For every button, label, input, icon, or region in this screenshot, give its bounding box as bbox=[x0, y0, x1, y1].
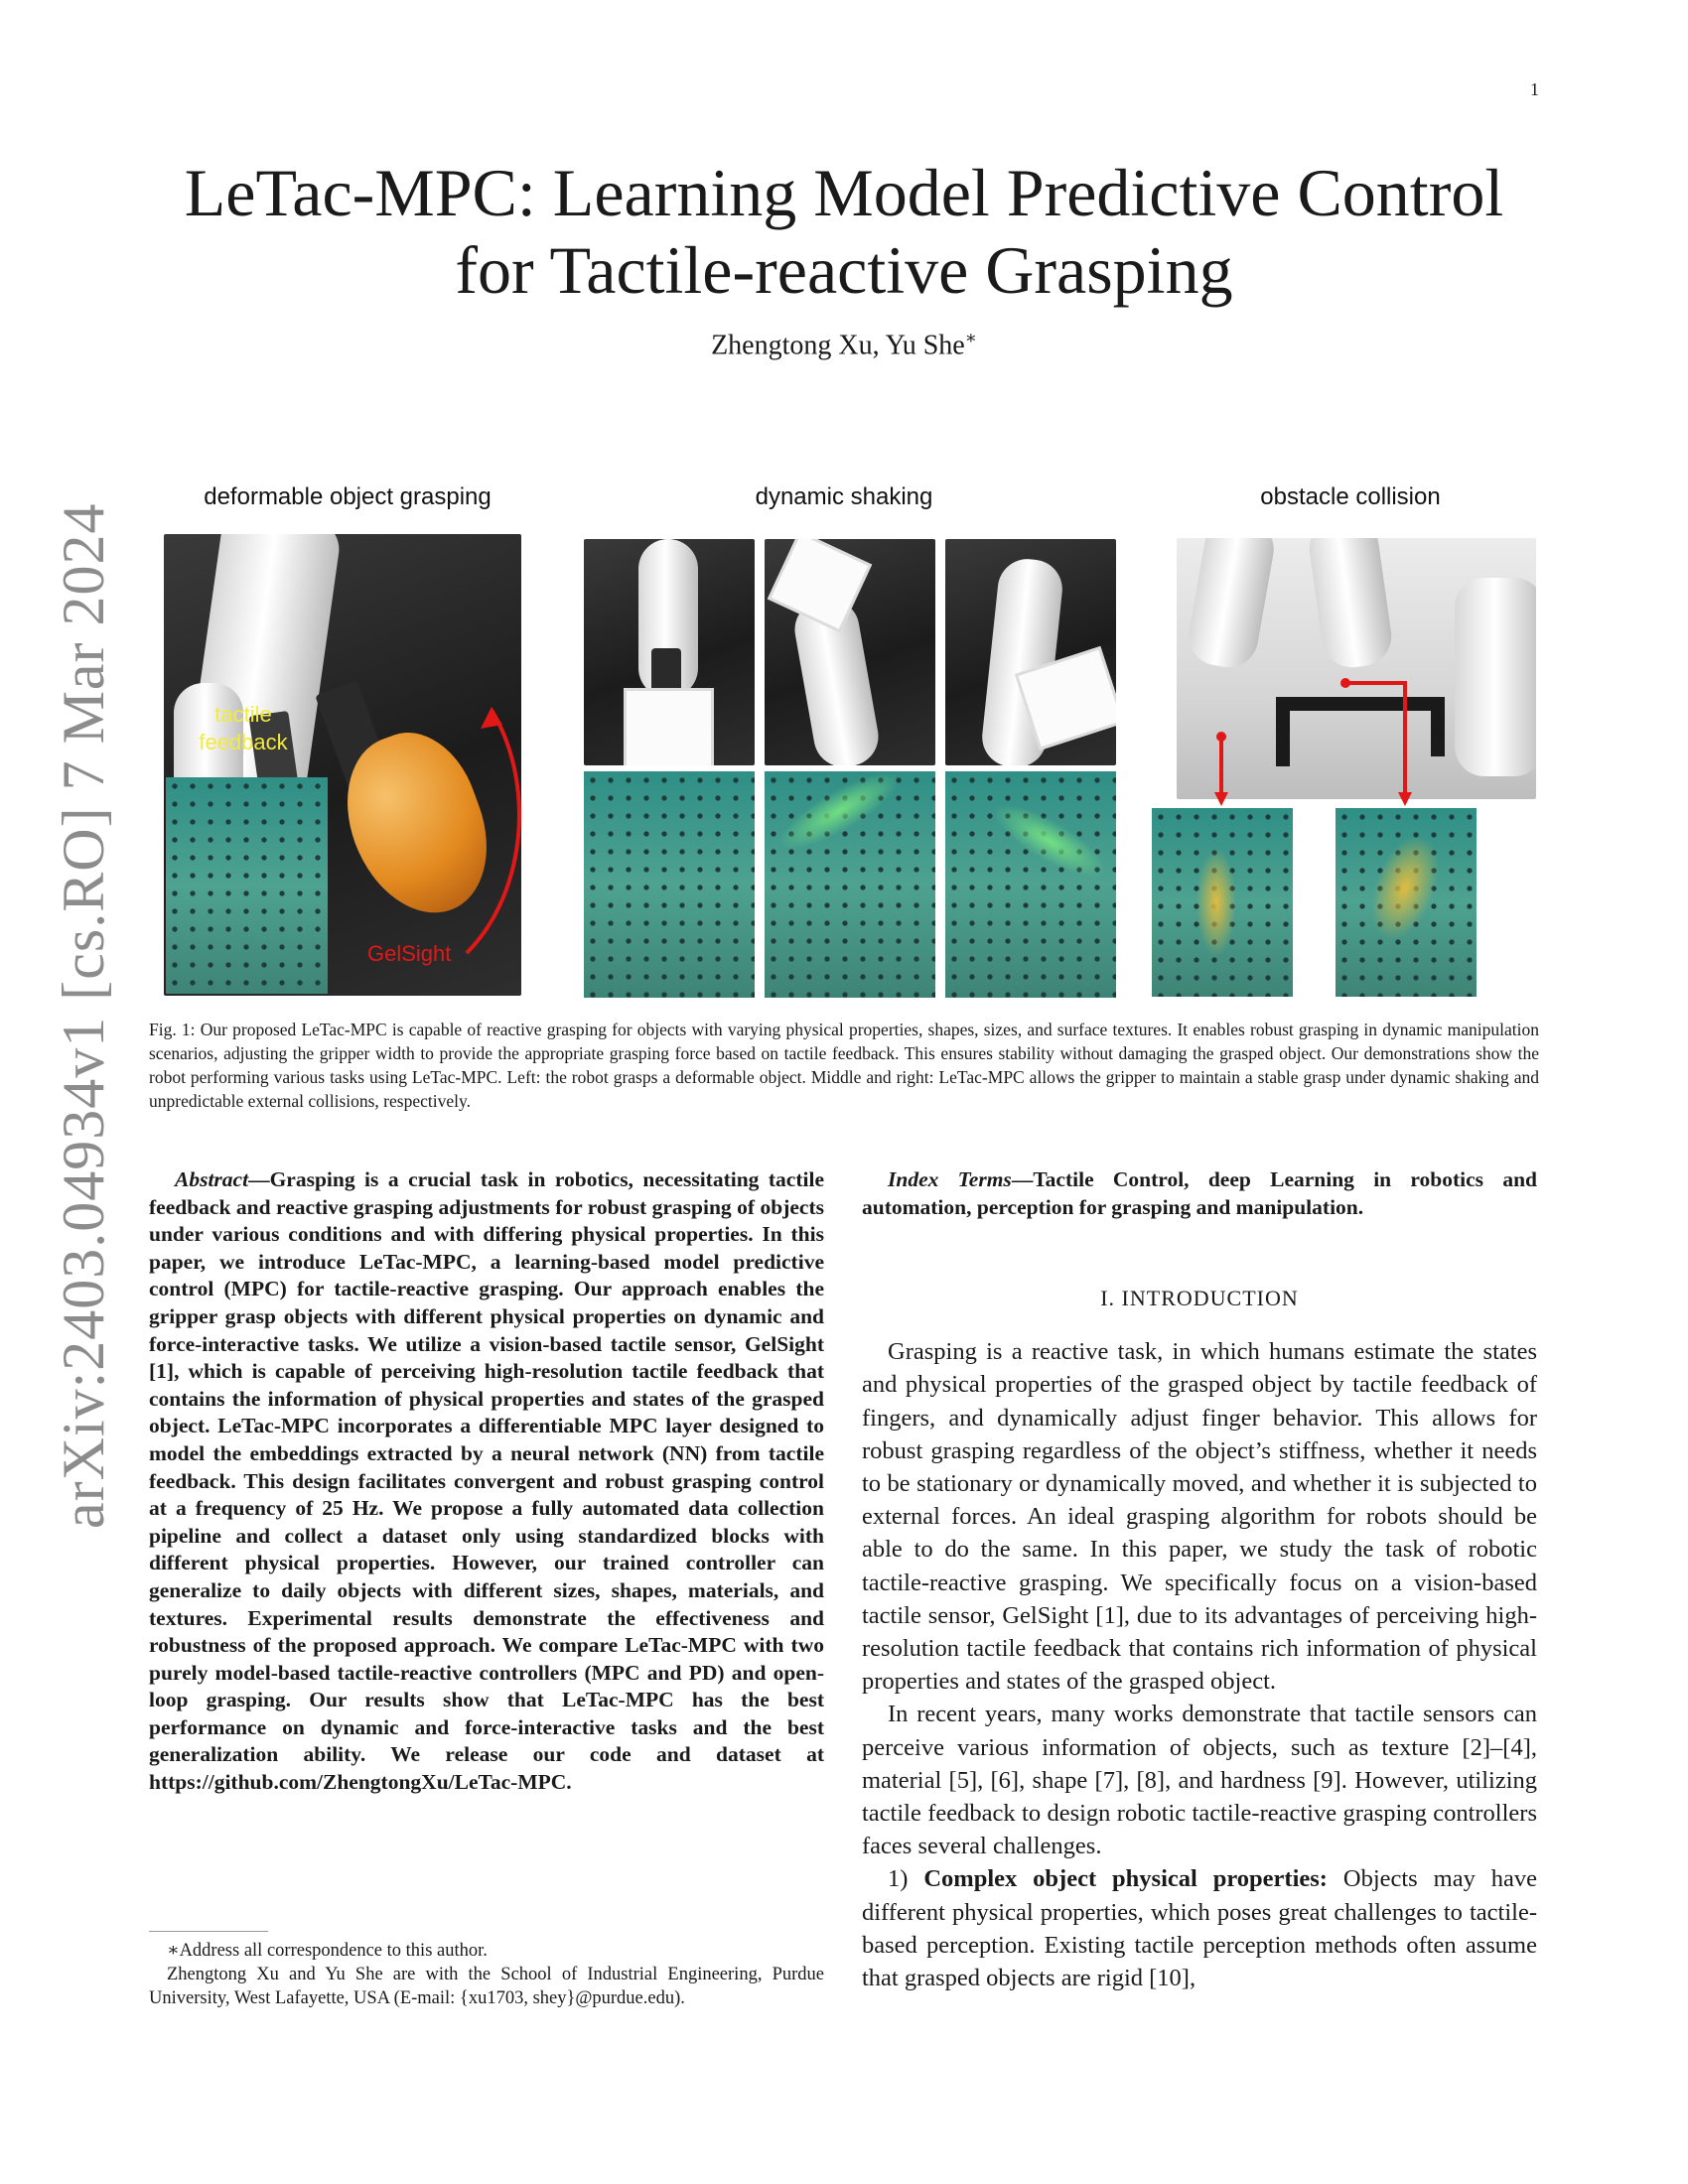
arrowhead bbox=[1214, 792, 1228, 806]
challenge-text: Objects may have different physical properties, which poses great challenges to tactile-based perception. Existing tactile perception methods often assume that grasped objects are rigid [10], bbox=[862, 1865, 1537, 1992]
gelsight-arrow bbox=[467, 710, 519, 953]
section-heading-introduction: I. INTRODUCTION bbox=[1100, 1286, 1299, 1311]
tactile-feedback-label: tactile feedback bbox=[199, 702, 288, 754]
arxiv-identifier-stamp: arXiv:2403.04934v1 [cs.RO] 7 Mar 2024 bbox=[51, 502, 116, 1529]
intro-paragraph-1: Grasping is a reactive task, in which humans estimate the states and physical properties of the grasped object by tactile feedback of fingers, and dynamically adjust finger behavior. This allows for robust grasping regardless of the object’s stiffness, whether it needs to be stationary or dynamically moved, and whether it is subjected to external forces. An ideal grasping algorithm for robots should be able to do the same. In this paper, we study the task of robotic tactile-reactive grasping. We specifically focus on a vision-based tactile sensor, GelSight [1], due to its advantages of perceiving high-resolution tactile feedback that contains rich information of physical properties and states of the grasped object. bbox=[862, 1338, 1537, 1696]
footnote bbox=[149, 1939, 824, 2010]
abstract-text: —Grasping is a crucial task in robotics, necessitating tactile feedback and reactive grasping adjustments for robust grasping of objects under various conditions and with differing physical properties. In this paper, we introduce LeTac-MPC, a learning-based model predictive control (MPC) for tactile-reactive grasping. Our approach enables the gripper grasp objects with different physical properties on dynamic and force-interactive tasks. We utilize a vision-based tactile sensor, GelSight [1], which is capable of perceiving high-resolution tactile feedback that contains the information of physical properties and states of the grasped object. LeTac-MPC incorporates a differentiable MPC layer designed to model the embeddings extracted by a neural network (NN) from tactile feedback. This design facilitates convergent and robust grasping control at a frequency of 25 Hz. We propose a fully automated data collection pipeline and collect a dataset only using standardized blocks with different physical properties. However, our trained controller can generalize to daily objects with different sizes, shapes, materials, and textures. Experimental results demonstrate the effectiveness and robustness of the proposed approach. We compare LeTac-MPC with two purely model-based tactile-reactive controllers (MPC and PD) and open-loop grasping. Our results show that LeTac-MPC has the best performance on dynamic and force-interactive tasks and the best generalization ability. We release our code and dataset at https://github.com/ZhengtongXu/LeTac-MPC. bbox=[149, 1167, 824, 1795]
right-column bbox=[862, 1166, 1537, 1994]
intro-paragraph-3 bbox=[862, 1862, 1537, 1994]
arrowhead bbox=[1398, 792, 1412, 806]
figure-caption: Fig. 1: Our proposed LeTac-MPC is capable of reactive grasping for objects with varying physical properties, shapes, sizes, and surface textures. It enables robust grasping in dynamic manipulation scenarios, adjusting the gripper width to provide the appropriate grasping force based on tactile feedback. This ensures stability without damaging the grasped object. Our demonstrations show the robot performing various tasks using LeTac-MPC. Left: the robot grasps a deformable object. Middle and right: LeTac-MPC allows the gripper to maintain a stable grasp under dynamic shaking and unpredictable external collisions, respectively. bbox=[149, 1020, 1539, 1111]
page-number: 1 bbox=[1530, 79, 1539, 99]
intro-paragraph-2: In recent years, many works demonstrate that tactile sensors can perceive various information of objects, such as texture [2]–[4], material [5], [6], shape [7], [8], and hardness [9]. However, utilizing tactile feedback to design robotic tactile-reactive grasping controllers faces several challenges. bbox=[862, 1701, 1537, 1860]
challenge-number: 1) bbox=[888, 1865, 909, 1893]
left-column bbox=[149, 1166, 824, 1797]
abstract-lead: Abstract bbox=[175, 1167, 249, 1191]
panel-label-deformable: deformable object grasping bbox=[204, 483, 492, 510]
footnote-correspondence: ∗Address all correspondence to this author. bbox=[167, 1941, 488, 1961]
title-line-2: for Tactile-reactive Grasping bbox=[455, 232, 1233, 308]
abstract bbox=[149, 1166, 824, 1797]
footnote-rule bbox=[149, 1931, 268, 1932]
footnote-affiliation: Zhengtong Xu and Yu She are with the School of Industrial Engineering, Purdue University, West Lafayette, USA (E-mail: {xu1703, shey}@purdue.edu). bbox=[149, 1965, 824, 2008]
challenge-title: Complex object physical properties: bbox=[923, 1865, 1328, 1893]
authors-text: Zhengtong Xu, Yu She bbox=[711, 330, 965, 361]
collision-arrow-2 bbox=[1345, 683, 1405, 800]
index-terms bbox=[862, 1166, 1537, 1221]
index-terms-lead: Index Terms bbox=[888, 1167, 1012, 1191]
index-terms-text: —Tactile Control, deep Learning in robotics and automation, perception for grasping and manipulation. bbox=[862, 1167, 1537, 1219]
panel-label-collision: obstacle collision bbox=[1260, 483, 1441, 510]
gelsight-label: GelSight bbox=[367, 941, 452, 966]
corresponding-author-mark: ∗ bbox=[964, 328, 977, 347]
title-line-1: LeTac-MPC: Learning Model Predictive Control bbox=[184, 155, 1504, 230]
panel-label-shaking: dynamic shaking bbox=[755, 483, 933, 510]
